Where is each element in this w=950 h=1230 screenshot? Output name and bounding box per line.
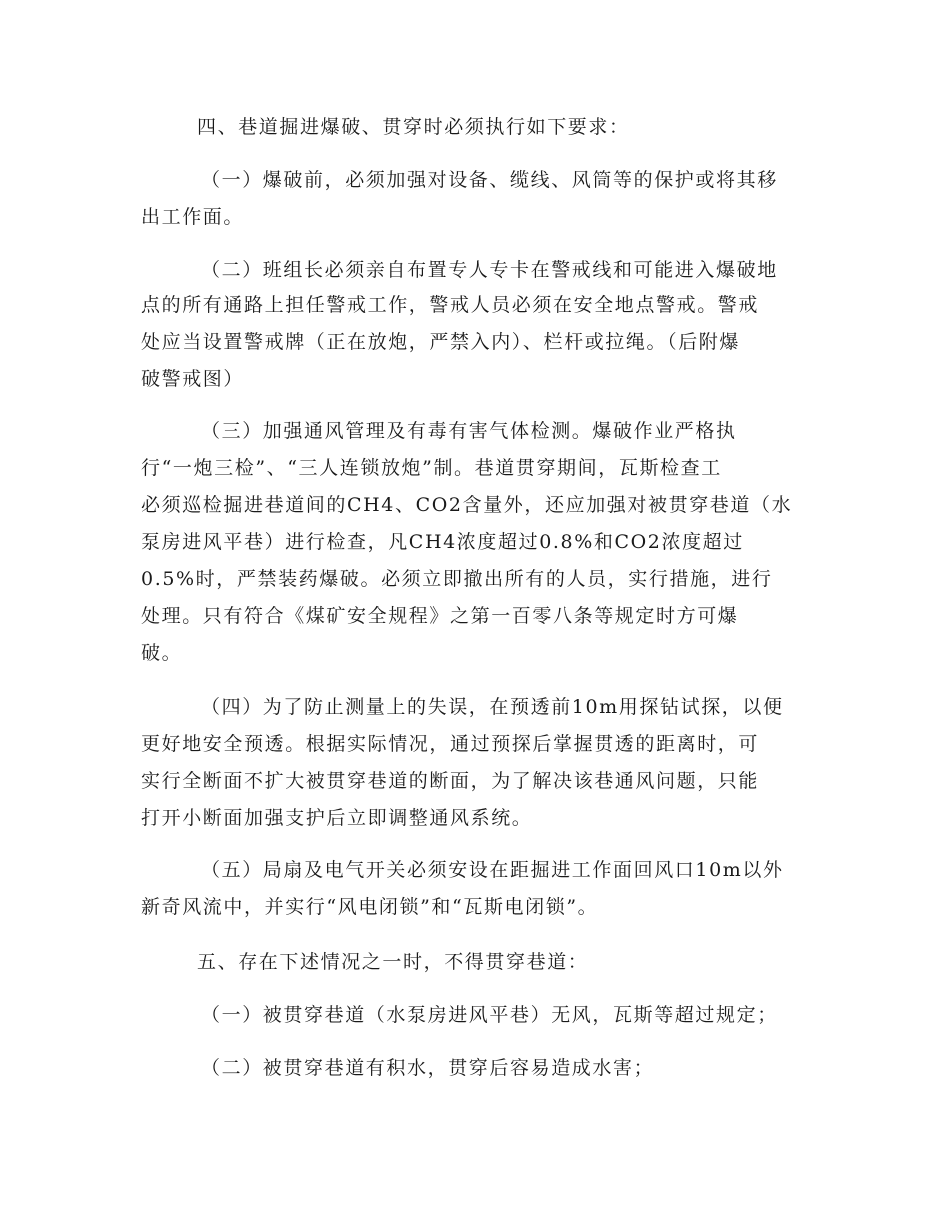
section-five-item-2: （二）被贯穿巷道有积水，贯穿后容易造成水害；: [201, 1057, 655, 1079]
item-4-line-2: 更好地安全预透。根据实际情况，通过预探后掌握贯透的距离时，可: [141, 733, 760, 755]
item-3-line-3: 必须巡检掘进巷道间的CH4、CO2含量外，还应加强对被贯穿巷道（水: [141, 494, 793, 516]
item-4-line-1: （四）为了防止测量上的失误，在预透前10m用探钻试探，以便: [201, 696, 784, 718]
section-four-heading: 四、巷道掘进爆破、贯穿时必须执行如下要求：: [197, 116, 630, 138]
item-2-line-4: 破警戒图）: [141, 368, 245, 390]
item-2-line-3: 处应当设置警戒牌（正在放炮，严禁入内）、栏杆或拉绳。（后附爆: [141, 331, 741, 353]
item-5-line-1: （五）局扇及电气开关必须安设在距掘进工作面回风口10m以外: [201, 859, 784, 881]
section-five-heading: 五、存在下述情况之一时，不得贯穿巷道：: [197, 951, 589, 973]
item-3-line-1: （三）加强通风管理及有毒有害气体检测。爆破作业严格执: [201, 420, 737, 442]
item-2-line-2: 点的所有通路上担任警戒工作，警戒人员必须在安全地点警戒。警戒: [141, 294, 760, 316]
item-1-line-2: 出工作面。: [141, 206, 245, 228]
item-3-line-5: 0.5%时，严禁装药爆破。必须立即撤出所有的人员，实行措施，进行: [141, 568, 773, 590]
item-3-line-2: 行“一炮三检”、“三人连锁放炮”制。巷道贯穿期间，瓦斯检查工: [141, 457, 722, 479]
section-five-item-1: （一）被贯穿巷道（水泵房进风平巷）无风，瓦斯等超过规定；: [201, 1004, 778, 1026]
item-1-line-1: （一）爆破前，必须加强对设备、缆线、风筒等的保护或将其移: [201, 169, 778, 191]
item-3-line-6: 处理。只有符合《煤矿安全规程》之第一百零八条等规定时方可爆: [141, 605, 739, 627]
item-5-line-2: 新奇风流中，并实行“风电闭锁”和“瓦斯电闭锁”。: [141, 896, 599, 918]
item-3-line-4: 泵房进风平巷）进行检查，凡CH4浓度超过0.8%和CO2浓度超过: [141, 531, 744, 553]
item-4-line-4: 打开小断面加强支护后立即调整通风系统。: [141, 807, 533, 829]
item-2-line-1: （二）班组长必须亲自布置专人专卡在警戒线和可能进入爆破地: [201, 259, 778, 281]
item-3-line-7: 破。: [141, 642, 183, 664]
item-4-line-3: 实行全断面不扩大被贯穿巷道的断面，为了解决该巷通风问题，只能: [141, 770, 760, 792]
